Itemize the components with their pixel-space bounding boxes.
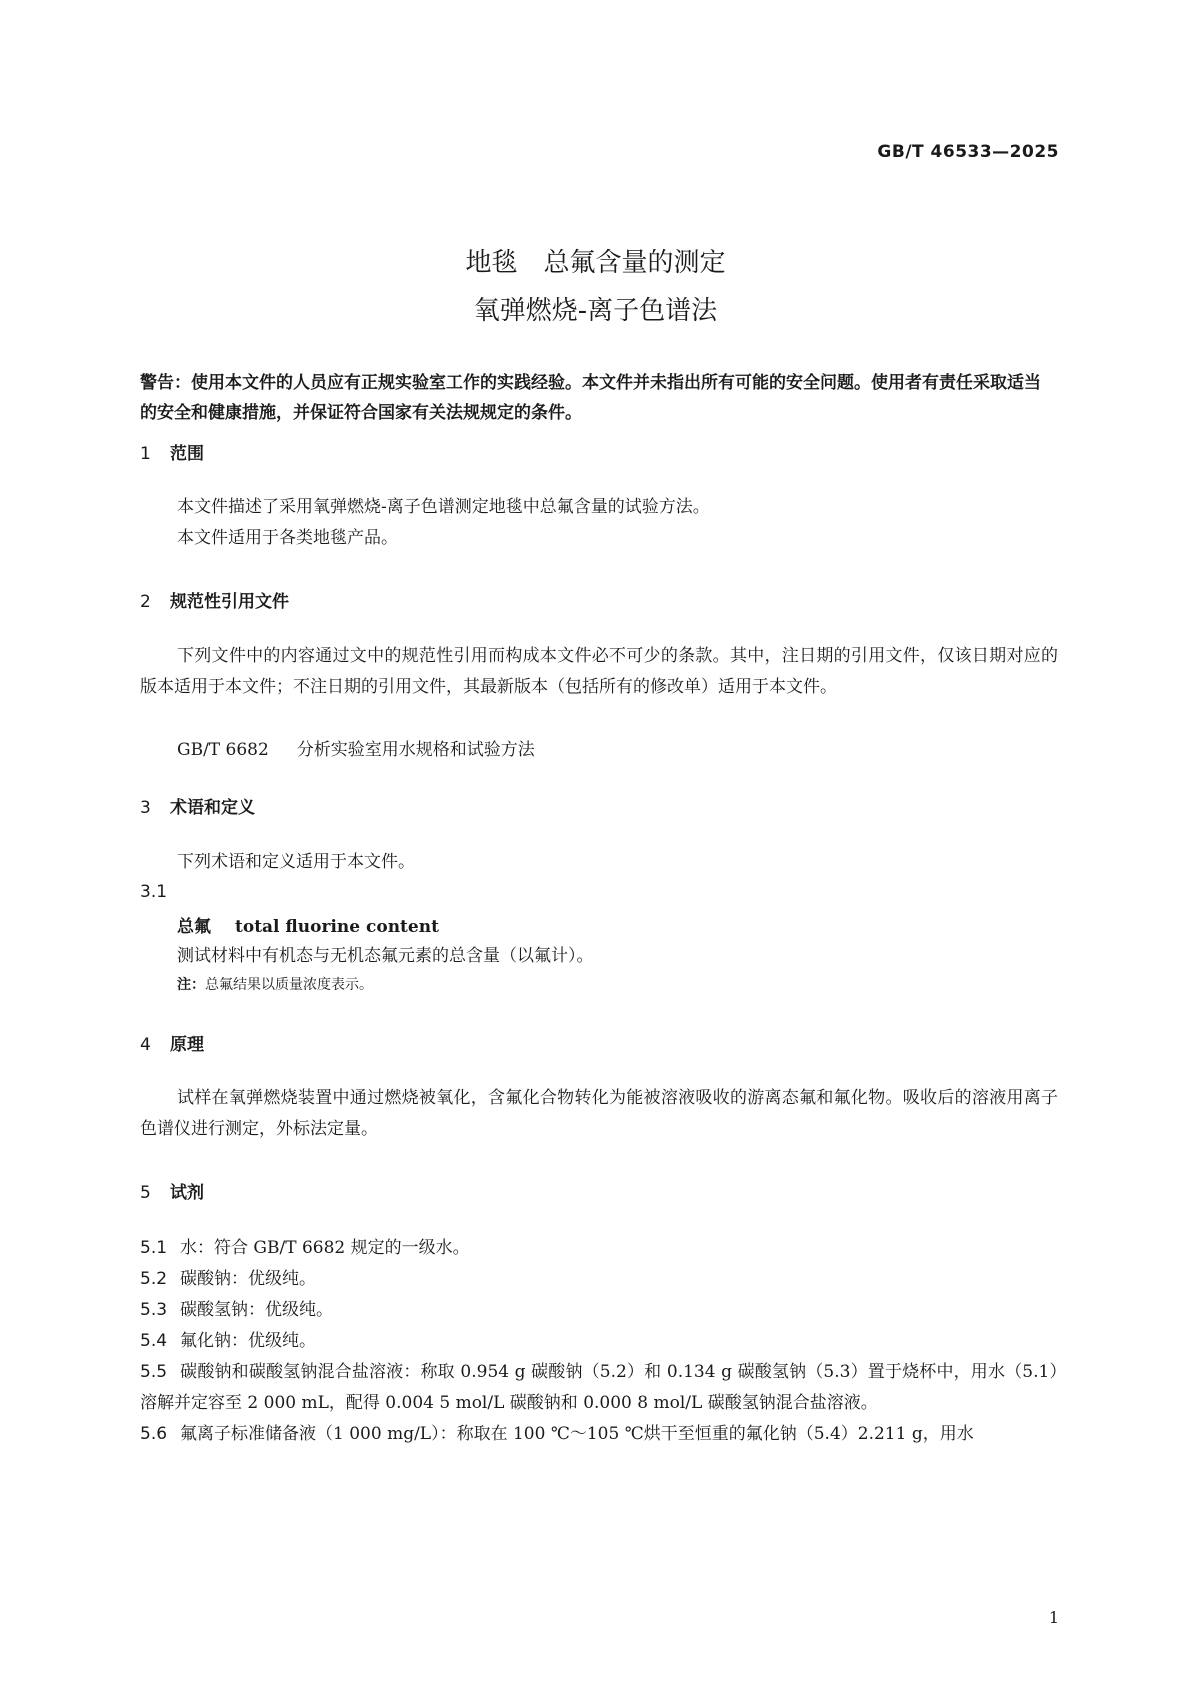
scope-paragraph-2: 本文件适用于各类地毯产品。 bbox=[177, 528, 398, 548]
section-1-heading bbox=[140, 439, 204, 464]
reagent-number: 5.4 bbox=[140, 1331, 168, 1351]
reagent-number: 5.5 bbox=[140, 1362, 168, 1382]
section-title: 术语和定义 bbox=[170, 798, 255, 818]
page-number: 1 bbox=[1048, 1608, 1059, 1627]
reagent-text: 碳酸钠：优级纯。 bbox=[180, 1269, 316, 1289]
section-number: 2 bbox=[140, 592, 151, 612]
section-3-heading bbox=[140, 793, 255, 818]
reagent-number: 5.6 bbox=[140, 1424, 168, 1444]
section-number: 4 bbox=[140, 1035, 151, 1055]
term-entry bbox=[177, 912, 439, 937]
section-4-heading bbox=[140, 1030, 204, 1055]
normative-references-paragraph: 下列文件中的内容通过文中的规范性引用而构成本文件必不可少的条款。其中，注日期的引用文件，仅该日期对应的版本适用于本文件；不注日期的引用文件，其最新版本（包括所有的修改单）适用于本文件。 bbox=[140, 646, 1058, 697]
warning-paragraph: 警告：使用本文件的人员应有正规实验室工作的实践经验。本文件并未指出所有可能的安全问题。使用者有责任采取适当的安全和健康措施，并保证符合国家有关法规规定的条件。 bbox=[140, 373, 1041, 423]
principle-paragraph: 试样在氧弹燃烧装置中通过燃烧被氧化，含氟化合物转化为能被溶液吸收的游离态氟和氟化物。吸收后的溶液用离子色谱仪进行测定，外标法定量。 bbox=[140, 1088, 1058, 1139]
terms-intro-paragraph: 下列术语和定义适用于本文件。 bbox=[177, 852, 415, 872]
reagent-text: 碳酸钠和碳酸氢钠混合盐溶液：称取 0.954 g 碳酸钠（5.2）和 0.134 g 碳酸氢钠（5.3）置于烧杯中，用水（5.1）溶解并定容至 2 000 mL，配得 0.004 5 mol/L 碳酸钠和 0.000 8 mol/L 碳酸氢钠混合盐溶液。 bbox=[140, 1362, 1058, 1413]
section-title: 范围 bbox=[170, 444, 204, 464]
document-title-line2: 氧弹燃烧-离子色谱法 bbox=[473, 296, 718, 326]
standard-number: GB/T 46533—2025 bbox=[877, 142, 1059, 162]
reagent-text: 碳酸氢钠：优级纯。 bbox=[180, 1300, 333, 1320]
reagent-item bbox=[140, 1264, 1058, 1295]
section-title: 规范性引用文件 bbox=[170, 592, 289, 612]
section-2-heading bbox=[140, 587, 289, 612]
reagent-text: 水：符合 GB/T 6682 规定的一级水。 bbox=[180, 1238, 470, 1258]
reagent-item bbox=[140, 1295, 1058, 1326]
note-text: 总氟结果以质量浓度表示。 bbox=[205, 977, 373, 993]
reagent-item bbox=[140, 1357, 1058, 1419]
reagent-text: 氟离子标准储备液（1 000 mg/L）：称取在 100 ℃～105 ℃烘干至恒重的氟化钠（5.4）2.211 g，用水 bbox=[180, 1424, 974, 1444]
reagent-number: 5.3 bbox=[140, 1300, 168, 1320]
reagent-item bbox=[140, 1419, 1058, 1450]
term-definition: 测试材料中有机态与无机态氟元素的总含量（以氟计）。 bbox=[177, 946, 594, 966]
term-number: 3.1 bbox=[140, 882, 168, 902]
reagent-item bbox=[140, 1326, 1058, 1357]
reagent-text: 氟化钠：优级纯。 bbox=[180, 1331, 316, 1351]
section-number: 3 bbox=[140, 798, 151, 818]
scope-paragraph-1: 本文件描述了采用氧弹燃烧-离子色谱测定地毯中总氟含量的试验方法。 bbox=[177, 497, 710, 517]
document-title-line1: 地毯 总氟含量的测定 bbox=[465, 248, 726, 278]
reference-title: 分析实验室用水规格和试验方法 bbox=[296, 740, 535, 760]
term-chinese: 总氟 bbox=[177, 917, 211, 937]
reagent-number: 5.1 bbox=[140, 1238, 168, 1258]
section-5-heading bbox=[140, 1178, 204, 1203]
note-label: 注： bbox=[177, 977, 205, 993]
section-number: 5 bbox=[140, 1183, 151, 1203]
term-note bbox=[177, 974, 373, 994]
section-title: 试剂 bbox=[170, 1183, 204, 1203]
reference-entry bbox=[177, 735, 535, 760]
section-title: 原理 bbox=[170, 1035, 204, 1055]
section-number: 1 bbox=[140, 444, 151, 464]
reference-code: GB/T 6682 bbox=[177, 740, 269, 760]
reagent-number: 5.2 bbox=[140, 1269, 168, 1289]
term-english: total fluorine content bbox=[235, 917, 439, 937]
reagent-item bbox=[140, 1233, 1058, 1264]
